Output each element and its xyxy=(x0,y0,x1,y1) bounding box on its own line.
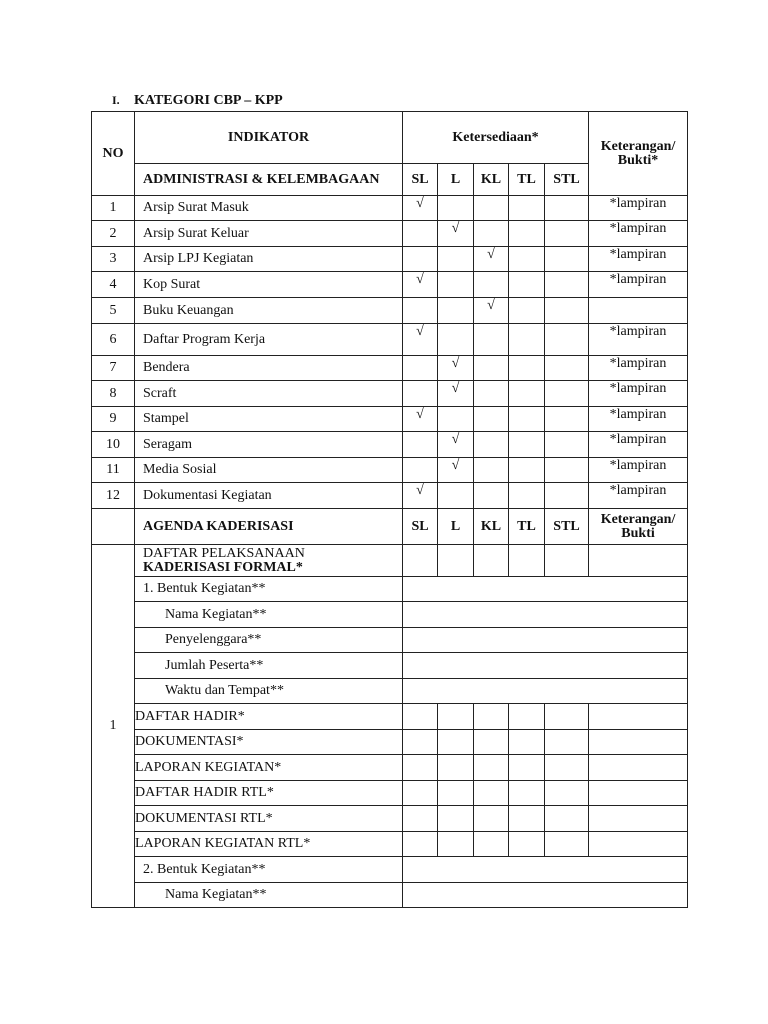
check-mark-icon: √ xyxy=(451,221,460,236)
table-body xyxy=(92,112,688,908)
row-note: *lampiran xyxy=(589,247,688,272)
table-row xyxy=(92,356,688,381)
header-col-kl: KL xyxy=(474,164,509,196)
row-note: *lampiran xyxy=(589,458,688,483)
check-cell-tl xyxy=(509,407,545,432)
cell xyxy=(509,781,545,806)
row-note: *lampiran xyxy=(589,272,688,298)
row-note: *lampiran xyxy=(589,324,688,356)
table-row xyxy=(92,432,688,458)
check-cell-sl xyxy=(403,407,438,432)
check-cell-l xyxy=(438,356,474,381)
agenda-daftar-line1: DAFTAR PELAKSANAAN xyxy=(143,545,305,561)
agenda-row-laporan xyxy=(92,755,688,781)
check-cell-sl xyxy=(403,483,438,509)
agenda-row-bentuk xyxy=(92,577,688,602)
merged-cell xyxy=(403,602,688,628)
agenda-header-no-cell xyxy=(92,509,135,545)
row-label: Buku Keuangan xyxy=(135,298,403,324)
row-label: Bendera xyxy=(135,356,403,381)
header-col-stl: STL xyxy=(545,164,589,196)
agenda-row-bentuk-2 xyxy=(92,857,688,883)
agenda-row-daftar-hadir-rtl xyxy=(92,781,688,806)
section-title: KATEGORI CBP – KPP xyxy=(134,93,283,108)
check-cell-tl xyxy=(509,272,545,298)
header-row xyxy=(92,112,688,164)
check-cell-kl xyxy=(474,381,509,407)
agenda-row-daftar-hadir xyxy=(92,704,688,730)
row-label: Daftar Program Kerja xyxy=(135,324,403,356)
agenda-item1-label: 1. Bentuk Kegiatan** xyxy=(135,577,403,602)
agenda-title: AGENDA KADERISASI xyxy=(135,509,403,545)
check-cell-tl xyxy=(509,381,545,407)
agenda-row-jumlah xyxy=(92,653,688,679)
cell xyxy=(403,730,438,755)
cell xyxy=(403,755,438,781)
cell xyxy=(509,704,545,730)
table-row xyxy=(92,298,688,324)
check-cell-l xyxy=(438,324,474,356)
cell xyxy=(509,545,545,577)
cell xyxy=(438,832,474,857)
cell xyxy=(438,755,474,781)
agenda-col-kl: KL xyxy=(474,509,509,545)
check-cell-kl xyxy=(474,407,509,432)
header-ketersediaan: Ketersediaan* xyxy=(403,112,589,164)
agenda-row-waktu xyxy=(92,679,688,704)
check-cell-l xyxy=(438,483,474,509)
agenda-col-tl: TL xyxy=(509,509,545,545)
row-number: 4 xyxy=(92,272,135,298)
agenda-row-number: 1 xyxy=(92,545,135,908)
cell xyxy=(545,730,589,755)
header-no: NO xyxy=(92,112,135,196)
cell xyxy=(403,832,438,857)
agenda-daftar-hadir-rtl-label: DAFTAR HADIR RTL* xyxy=(135,781,403,806)
cell xyxy=(589,781,688,806)
check-cell-l xyxy=(438,458,474,483)
row-number: 1 xyxy=(92,196,135,221)
check-cell-sl xyxy=(403,196,438,221)
check-cell-sl xyxy=(403,381,438,407)
agenda-waktu-label: Waktu dan Tempat** xyxy=(135,679,403,704)
check-cell-stl xyxy=(545,483,589,509)
table-row xyxy=(92,407,688,432)
cell xyxy=(438,806,474,832)
check-cell-kl xyxy=(474,356,509,381)
agenda-col-sl: SL xyxy=(403,509,438,545)
section-heading xyxy=(112,93,283,109)
table-row xyxy=(92,483,688,509)
check-cell-tl xyxy=(509,247,545,272)
cell xyxy=(438,730,474,755)
check-mark-icon: √ xyxy=(487,247,495,262)
agenda-daftar-line2: KADERISASI FORMAL* xyxy=(143,559,303,575)
row-note: *lampiran xyxy=(589,356,688,381)
cell xyxy=(589,832,688,857)
merged-cell xyxy=(403,679,688,704)
header-col-l: L xyxy=(438,164,474,196)
section-number: I. xyxy=(112,93,120,107)
check-cell-sl xyxy=(403,298,438,324)
check-cell-kl xyxy=(474,196,509,221)
cell xyxy=(589,755,688,781)
cell xyxy=(509,730,545,755)
check-cell-stl xyxy=(545,324,589,356)
header-col-tl: TL xyxy=(509,164,545,196)
cell xyxy=(403,704,438,730)
agenda-row-daftar xyxy=(92,545,688,577)
row-number: 8 xyxy=(92,381,135,407)
check-cell-kl xyxy=(474,247,509,272)
check-cell-tl xyxy=(509,324,545,356)
row-number: 3 xyxy=(92,247,135,272)
agenda-item2-label: 2. Bentuk Kegiatan** xyxy=(135,857,403,883)
cell xyxy=(438,545,474,577)
agenda-col-stl: STL xyxy=(545,509,589,545)
agenda-header-row xyxy=(92,509,688,545)
row-number: 10 xyxy=(92,432,135,458)
cell xyxy=(474,806,509,832)
cell xyxy=(403,781,438,806)
cell xyxy=(403,545,438,577)
agenda-daftar-hadir-label: DAFTAR HADIR* xyxy=(135,704,403,730)
merged-cell xyxy=(403,628,688,653)
check-cell-l xyxy=(438,407,474,432)
cell xyxy=(589,704,688,730)
check-mark-icon: √ xyxy=(416,407,424,422)
check-cell-kl xyxy=(474,458,509,483)
check-mark-icon: √ xyxy=(416,324,424,339)
check-cell-stl xyxy=(545,272,589,298)
cell xyxy=(474,730,509,755)
check-cell-l xyxy=(438,432,474,458)
agenda-keterangan: Keterangan/ Bukti xyxy=(589,509,688,545)
assessment-table xyxy=(91,111,688,908)
row-number: 9 xyxy=(92,407,135,432)
row-label: Scraft xyxy=(135,381,403,407)
cell xyxy=(545,755,589,781)
row-label: Arsip Surat Masuk xyxy=(135,196,403,221)
row-label: Kop Surat xyxy=(135,272,403,298)
check-cell-sl xyxy=(403,247,438,272)
cell xyxy=(589,545,688,577)
row-note: *lampiran xyxy=(589,432,688,458)
agenda-laporan-label: LAPORAN KEGIATAN* xyxy=(135,755,403,781)
check-cell-stl xyxy=(545,196,589,221)
check-cell-stl xyxy=(545,298,589,324)
check-mark-icon: √ xyxy=(416,272,424,287)
cell xyxy=(545,704,589,730)
check-cell-tl xyxy=(509,356,545,381)
row-note: *lampiran xyxy=(589,196,688,221)
cell xyxy=(474,755,509,781)
row-number: 5 xyxy=(92,298,135,324)
table-row xyxy=(92,247,688,272)
row-label: Arsip Surat Keluar xyxy=(135,221,403,247)
check-cell-stl xyxy=(545,221,589,247)
cell xyxy=(438,781,474,806)
check-cell-kl xyxy=(474,221,509,247)
merged-cell xyxy=(403,577,688,602)
cell xyxy=(545,806,589,832)
agenda-row-nama-2 xyxy=(92,883,688,908)
agenda-col-l: L xyxy=(438,509,474,545)
cell xyxy=(545,781,589,806)
cell xyxy=(403,806,438,832)
table-row xyxy=(92,381,688,407)
cell xyxy=(474,781,509,806)
check-cell-sl xyxy=(403,432,438,458)
cell xyxy=(545,832,589,857)
agenda-jumlah-label: Jumlah Peserta** xyxy=(135,653,403,679)
check-cell-sl xyxy=(403,356,438,381)
merged-cell xyxy=(403,653,688,679)
check-cell-kl xyxy=(474,432,509,458)
agenda-row-dokumentasi xyxy=(92,730,688,755)
agenda-daftar-label xyxy=(135,545,403,577)
check-cell-tl xyxy=(509,196,545,221)
row-number: 11 xyxy=(92,458,135,483)
check-cell-tl xyxy=(509,432,545,458)
check-cell-stl xyxy=(545,247,589,272)
agenda-nama-label: Nama Kegiatan** xyxy=(135,602,403,628)
row-label: Dokumentasi Kegiatan xyxy=(135,483,403,509)
check-mark-icon: √ xyxy=(451,356,460,371)
agenda-row-nama xyxy=(92,602,688,628)
agenda-dokumentasi-rtl-label: DOKUMENTASI RTL* xyxy=(135,806,403,832)
row-label: Arsip LPJ Kegiatan xyxy=(135,247,403,272)
cell xyxy=(589,806,688,832)
row-note: *lampiran xyxy=(589,221,688,247)
header-col-sl: SL xyxy=(403,164,438,196)
check-cell-tl xyxy=(509,298,545,324)
row-label: Seragam xyxy=(135,432,403,458)
check-mark-icon: √ xyxy=(451,381,460,396)
cell xyxy=(438,704,474,730)
row-label: Stampel xyxy=(135,407,403,432)
merged-cell xyxy=(403,857,688,883)
check-mark-icon: √ xyxy=(451,458,460,473)
row-number: 12 xyxy=(92,483,135,509)
agenda-laporan-rtl-label: LAPORAN KEGIATAN RTL* xyxy=(135,832,403,857)
cell xyxy=(474,704,509,730)
table-row xyxy=(92,272,688,298)
check-cell-l xyxy=(438,298,474,324)
header-keterangan: Keterangan/ Bukti* xyxy=(589,112,688,196)
agenda-row-penyelenggara xyxy=(92,628,688,653)
cell xyxy=(545,545,589,577)
check-mark-icon: √ xyxy=(451,432,460,447)
check-cell-stl xyxy=(545,356,589,381)
check-cell-l xyxy=(438,196,474,221)
check-cell-stl xyxy=(545,458,589,483)
cell xyxy=(474,832,509,857)
check-cell-kl xyxy=(474,483,509,509)
check-cell-l xyxy=(438,247,474,272)
check-mark-icon: √ xyxy=(487,298,495,313)
header-admin-group: ADMINISTRASI & KELEMBAGAAN xyxy=(135,164,403,196)
cell xyxy=(474,545,509,577)
check-cell-stl xyxy=(545,432,589,458)
row-note: *lampiran xyxy=(589,407,688,432)
agenda-nama2-label: Nama Kegiatan** xyxy=(135,883,403,908)
check-cell-kl xyxy=(474,324,509,356)
check-cell-sl xyxy=(403,221,438,247)
cell xyxy=(509,832,545,857)
check-cell-tl xyxy=(509,221,545,247)
header-indikator: INDIKATOR xyxy=(135,112,403,164)
row-number: 6 xyxy=(92,324,135,356)
table-row xyxy=(92,458,688,483)
agenda-row-dokumentasi-rtl xyxy=(92,806,688,832)
agenda-dokumentasi-label: DOKUMENTASI* xyxy=(135,730,403,755)
check-mark-icon: √ xyxy=(416,196,424,211)
check-cell-kl xyxy=(474,272,509,298)
check-cell-l xyxy=(438,221,474,247)
check-cell-l xyxy=(438,381,474,407)
table-row xyxy=(92,324,688,356)
check-cell-l xyxy=(438,272,474,298)
agenda-row-laporan-rtl xyxy=(92,832,688,857)
check-cell-sl xyxy=(403,324,438,356)
row-number: 7 xyxy=(92,356,135,381)
cell xyxy=(509,755,545,781)
row-note: *lampiran xyxy=(589,483,688,509)
check-cell-kl xyxy=(474,298,509,324)
check-cell-stl xyxy=(545,381,589,407)
row-number: 2 xyxy=(92,221,135,247)
agenda-penyelenggara-label: Penyelenggara** xyxy=(135,628,403,653)
row-label: Media Sosial xyxy=(135,458,403,483)
row-note: *lampiran xyxy=(589,381,688,407)
check-cell-tl xyxy=(509,458,545,483)
check-mark-icon: √ xyxy=(416,483,424,498)
table-row xyxy=(92,221,688,247)
table-row xyxy=(92,196,688,221)
check-cell-stl xyxy=(545,407,589,432)
check-cell-tl xyxy=(509,483,545,509)
check-cell-sl xyxy=(403,272,438,298)
cell xyxy=(589,730,688,755)
merged-cell xyxy=(403,883,688,908)
cell xyxy=(509,806,545,832)
check-cell-sl xyxy=(403,458,438,483)
row-note xyxy=(589,298,688,324)
